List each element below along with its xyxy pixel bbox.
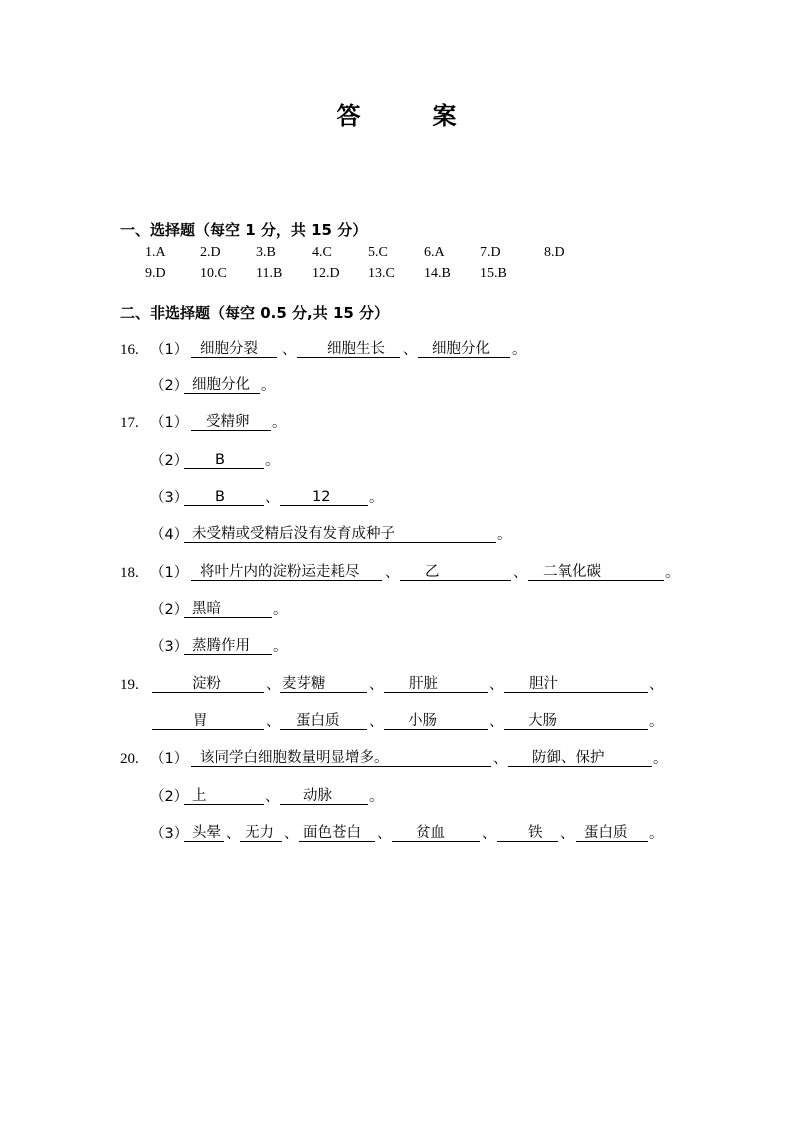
answer-11: 11.B [256, 266, 283, 281]
q18-part-2-label: （2） [150, 602, 189, 618]
q20-blank-10: 蛋白质 [576, 825, 648, 842]
q20-blank-7: 面色苍白 [299, 825, 375, 842]
question-number-20: 20. [120, 751, 139, 767]
q17-blank-4: 12 [280, 489, 368, 506]
answer-10: 10.C [200, 266, 227, 281]
q16-blank-2: 细胞生长 [297, 341, 400, 358]
q20-part-3-label: （3） [150, 826, 189, 842]
q20-blank-1: 该同学白细胞数量明显增多。 [191, 750, 491, 767]
separator: 、 [369, 714, 384, 730]
q20-blank-3: 上 [184, 788, 264, 805]
period: 。 [665, 565, 680, 581]
question-number-19: 19. [120, 677, 139, 693]
separator: 、 [266, 677, 281, 693]
q19-blank-6: 蛋白质 [280, 713, 367, 730]
period: 。 [273, 639, 288, 655]
q19-blank-5: 胃 [152, 713, 264, 730]
question-number-17: 17. [120, 415, 139, 431]
q16-blank-4: 细胞分化 [184, 377, 260, 394]
separator: 、 [284, 826, 299, 842]
q16-part-2-label: （2） [150, 378, 189, 394]
answer-6: 6.A [424, 245, 445, 260]
separator: 、 [369, 677, 384, 693]
period: 。 [265, 453, 280, 469]
period: 。 [512, 342, 527, 358]
section-heading-choice: 一、选择题（每空 1 分，共 15 分） [120, 221, 368, 239]
period: 。 [497, 527, 512, 543]
q16-part-1-label: （1） [150, 342, 189, 358]
answer-3: 3.B [256, 245, 276, 260]
answer-9: 9.D [145, 266, 166, 281]
q19-blank-1: 淀粉 [152, 676, 264, 693]
q18-blank-5: 蒸腾作用 [184, 638, 272, 655]
question-number-18: 18. [120, 565, 139, 581]
q17-blank-1: 受精卵 [191, 414, 271, 431]
separator: 、 [489, 714, 504, 730]
q18-part-3-label: （3） [150, 639, 189, 655]
separator: 、 [513, 565, 528, 581]
period: 。 [272, 415, 287, 431]
q18-part-1-label: （1） [150, 565, 189, 581]
q20-blank-9: 铁 [497, 825, 558, 842]
q20-blank-8: 贫血 [392, 825, 480, 842]
q18-blank-2: 乙 [400, 564, 511, 581]
q17-blank-3: B [184, 489, 264, 506]
q19-blank-2: 麦芽糖 [280, 676, 367, 693]
separator: 、 [482, 826, 497, 842]
q20-part-2-label: （2） [150, 789, 189, 805]
period: 。 [273, 602, 288, 618]
separator: 、 [560, 826, 575, 842]
separator: 、 [265, 490, 280, 506]
separator: 、 [377, 826, 392, 842]
q20-blank-5: 头晕 [184, 825, 224, 842]
answer-2: 2.D [200, 245, 221, 260]
period: 。 [369, 490, 384, 506]
q18-blank-1: 将叶片内的淀粉运走耗尽 [191, 564, 382, 581]
separator: 、 [649, 677, 664, 693]
separator: 、 [226, 826, 241, 842]
period: 。 [369, 789, 384, 805]
q18-blank-3: 二氧化碳 [528, 564, 664, 581]
q20-blank-6: 无力 [240, 825, 282, 842]
answer-1: 1.A [145, 245, 166, 260]
q19-blank-8: 大肠 [504, 713, 648, 730]
separator: 、 [385, 565, 400, 581]
separator: 、 [403, 342, 418, 358]
q20-blank-4: 动脉 [280, 788, 368, 805]
separator: 、 [489, 677, 504, 693]
period: 。 [261, 378, 276, 394]
page-title: 答 案 [336, 102, 481, 130]
q20-blank-2: 防御、保护 [508, 750, 652, 767]
answer-15: 15.B [480, 266, 507, 281]
separator: 、 [282, 342, 297, 358]
separator: 、 [493, 751, 508, 767]
separator: 、 [266, 714, 281, 730]
q17-blank-5: 未受精或受精后没有发育成种子 [184, 526, 496, 543]
q17-part-4-label: （4） [150, 527, 189, 543]
answer-5: 5.C [368, 245, 388, 260]
answer-8: 8.D [544, 245, 565, 260]
q18-blank-4: 黑暗 [184, 601, 272, 618]
answer-7: 7.D [480, 245, 501, 260]
q16-blank-3: 细胞分化 [418, 341, 510, 358]
section-heading-nonchoice: 二、非选择题（每空 0.5 分,共 15 分） [120, 304, 390, 322]
q17-part-2-label: （2） [150, 453, 189, 469]
period: 。 [649, 826, 664, 842]
separator: 、 [265, 789, 280, 805]
question-number-16: 16. [120, 342, 139, 358]
q19-blank-3: 肝脏 [384, 676, 488, 693]
period: 。 [653, 751, 668, 767]
answer-12: 12.D [312, 266, 340, 281]
q17-part-3-label: （3） [150, 490, 189, 506]
answer-4: 4.C [312, 245, 332, 260]
answer-14: 14.B [424, 266, 451, 281]
period: 。 [649, 714, 664, 730]
q16-blank-1: 细胞分裂 [191, 341, 277, 358]
q20-part-1-label: （1） [150, 751, 189, 767]
q17-blank-2: B [184, 452, 264, 469]
q17-part-1-label: （1） [150, 415, 189, 431]
q19-blank-7: 小肠 [384, 713, 488, 730]
q19-blank-4: 胆汁 [504, 676, 648, 693]
answer-13: 13.C [368, 266, 395, 281]
